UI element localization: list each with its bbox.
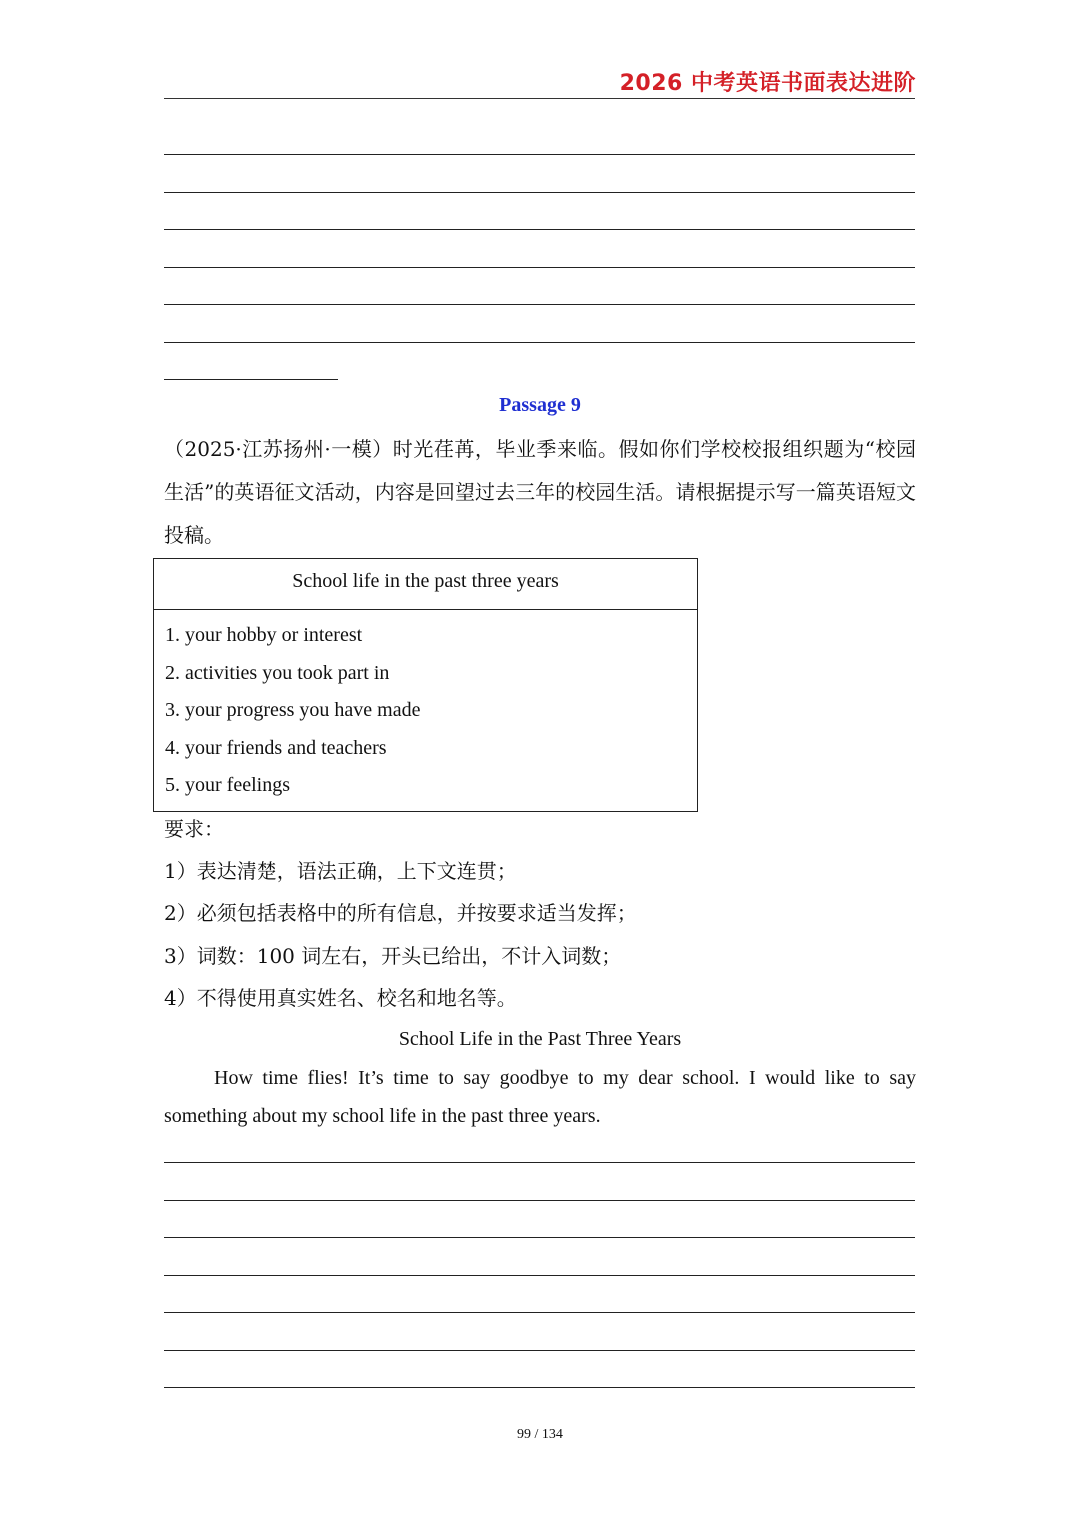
- requirement-item: 1）表达清楚，语法正确，上下文连贯；: [164, 859, 517, 883]
- page-number: 99 / 134: [517, 1427, 563, 1442]
- answer-line: [164, 1312, 915, 1313]
- requirement-item: 3）词数：100 词左右，开头已给出，不计入词数；: [164, 944, 622, 968]
- answer-line: [164, 1200, 915, 1201]
- answer-line: [164, 1237, 915, 1238]
- prompt-item: 1. your hobby or interest: [165, 624, 363, 646]
- document-header-title: 2026 中考英语书面表达进阶: [619, 71, 916, 96]
- passage-title: Passage 9: [499, 394, 581, 416]
- requirements-title: 要求：: [164, 817, 224, 841]
- writing-line: [164, 267, 915, 268]
- prompt-table: [153, 558, 698, 812]
- writing-line: [164, 304, 915, 305]
- prompt-item: 5. your feelings: [165, 774, 290, 796]
- writing-line: [164, 342, 915, 343]
- writing-line: [164, 192, 915, 193]
- answer-line: [164, 1350, 915, 1351]
- prompt-table-heading: School life in the past three years: [154, 559, 697, 610]
- requirement-item: 4）不得使用真实姓名、校名和地名等。: [164, 986, 517, 1010]
- writing-line: [164, 154, 915, 155]
- answer-line: [164, 1387, 915, 1388]
- requirement-item: 2）必须包括表格中的所有信息，并按要求适当发挥；: [164, 901, 637, 925]
- prompt-item: 3. your progress you have made: [165, 699, 421, 721]
- writing-line-short: [164, 379, 338, 380]
- answer-line: [164, 1162, 915, 1163]
- essay-opening: How time flies! It’s time to say goodbye to my dear school. I would like to say something about my school life in the past three years.: [164, 1067, 916, 1127]
- passage-intro: （2025·江苏扬州·一模）时光荏苒，毕业季来临。假如你们学校校报组织题为“校园生活”的英语征文活动，内容是回望过去三年的校园生活。请根据提示写一篇英语短文投稿。: [164, 437, 916, 547]
- prompt-item: 4. your friends and teachers: [165, 736, 387, 759]
- essay-title: School Life in the Past Three Years: [398, 1028, 682, 1050]
- header-rule: [164, 98, 915, 99]
- prompt-table-items: [154, 610, 697, 805]
- writing-line: [164, 229, 915, 230]
- answer-line: [164, 1275, 915, 1276]
- prompt-item: 2. activities you took part in: [165, 661, 390, 684]
